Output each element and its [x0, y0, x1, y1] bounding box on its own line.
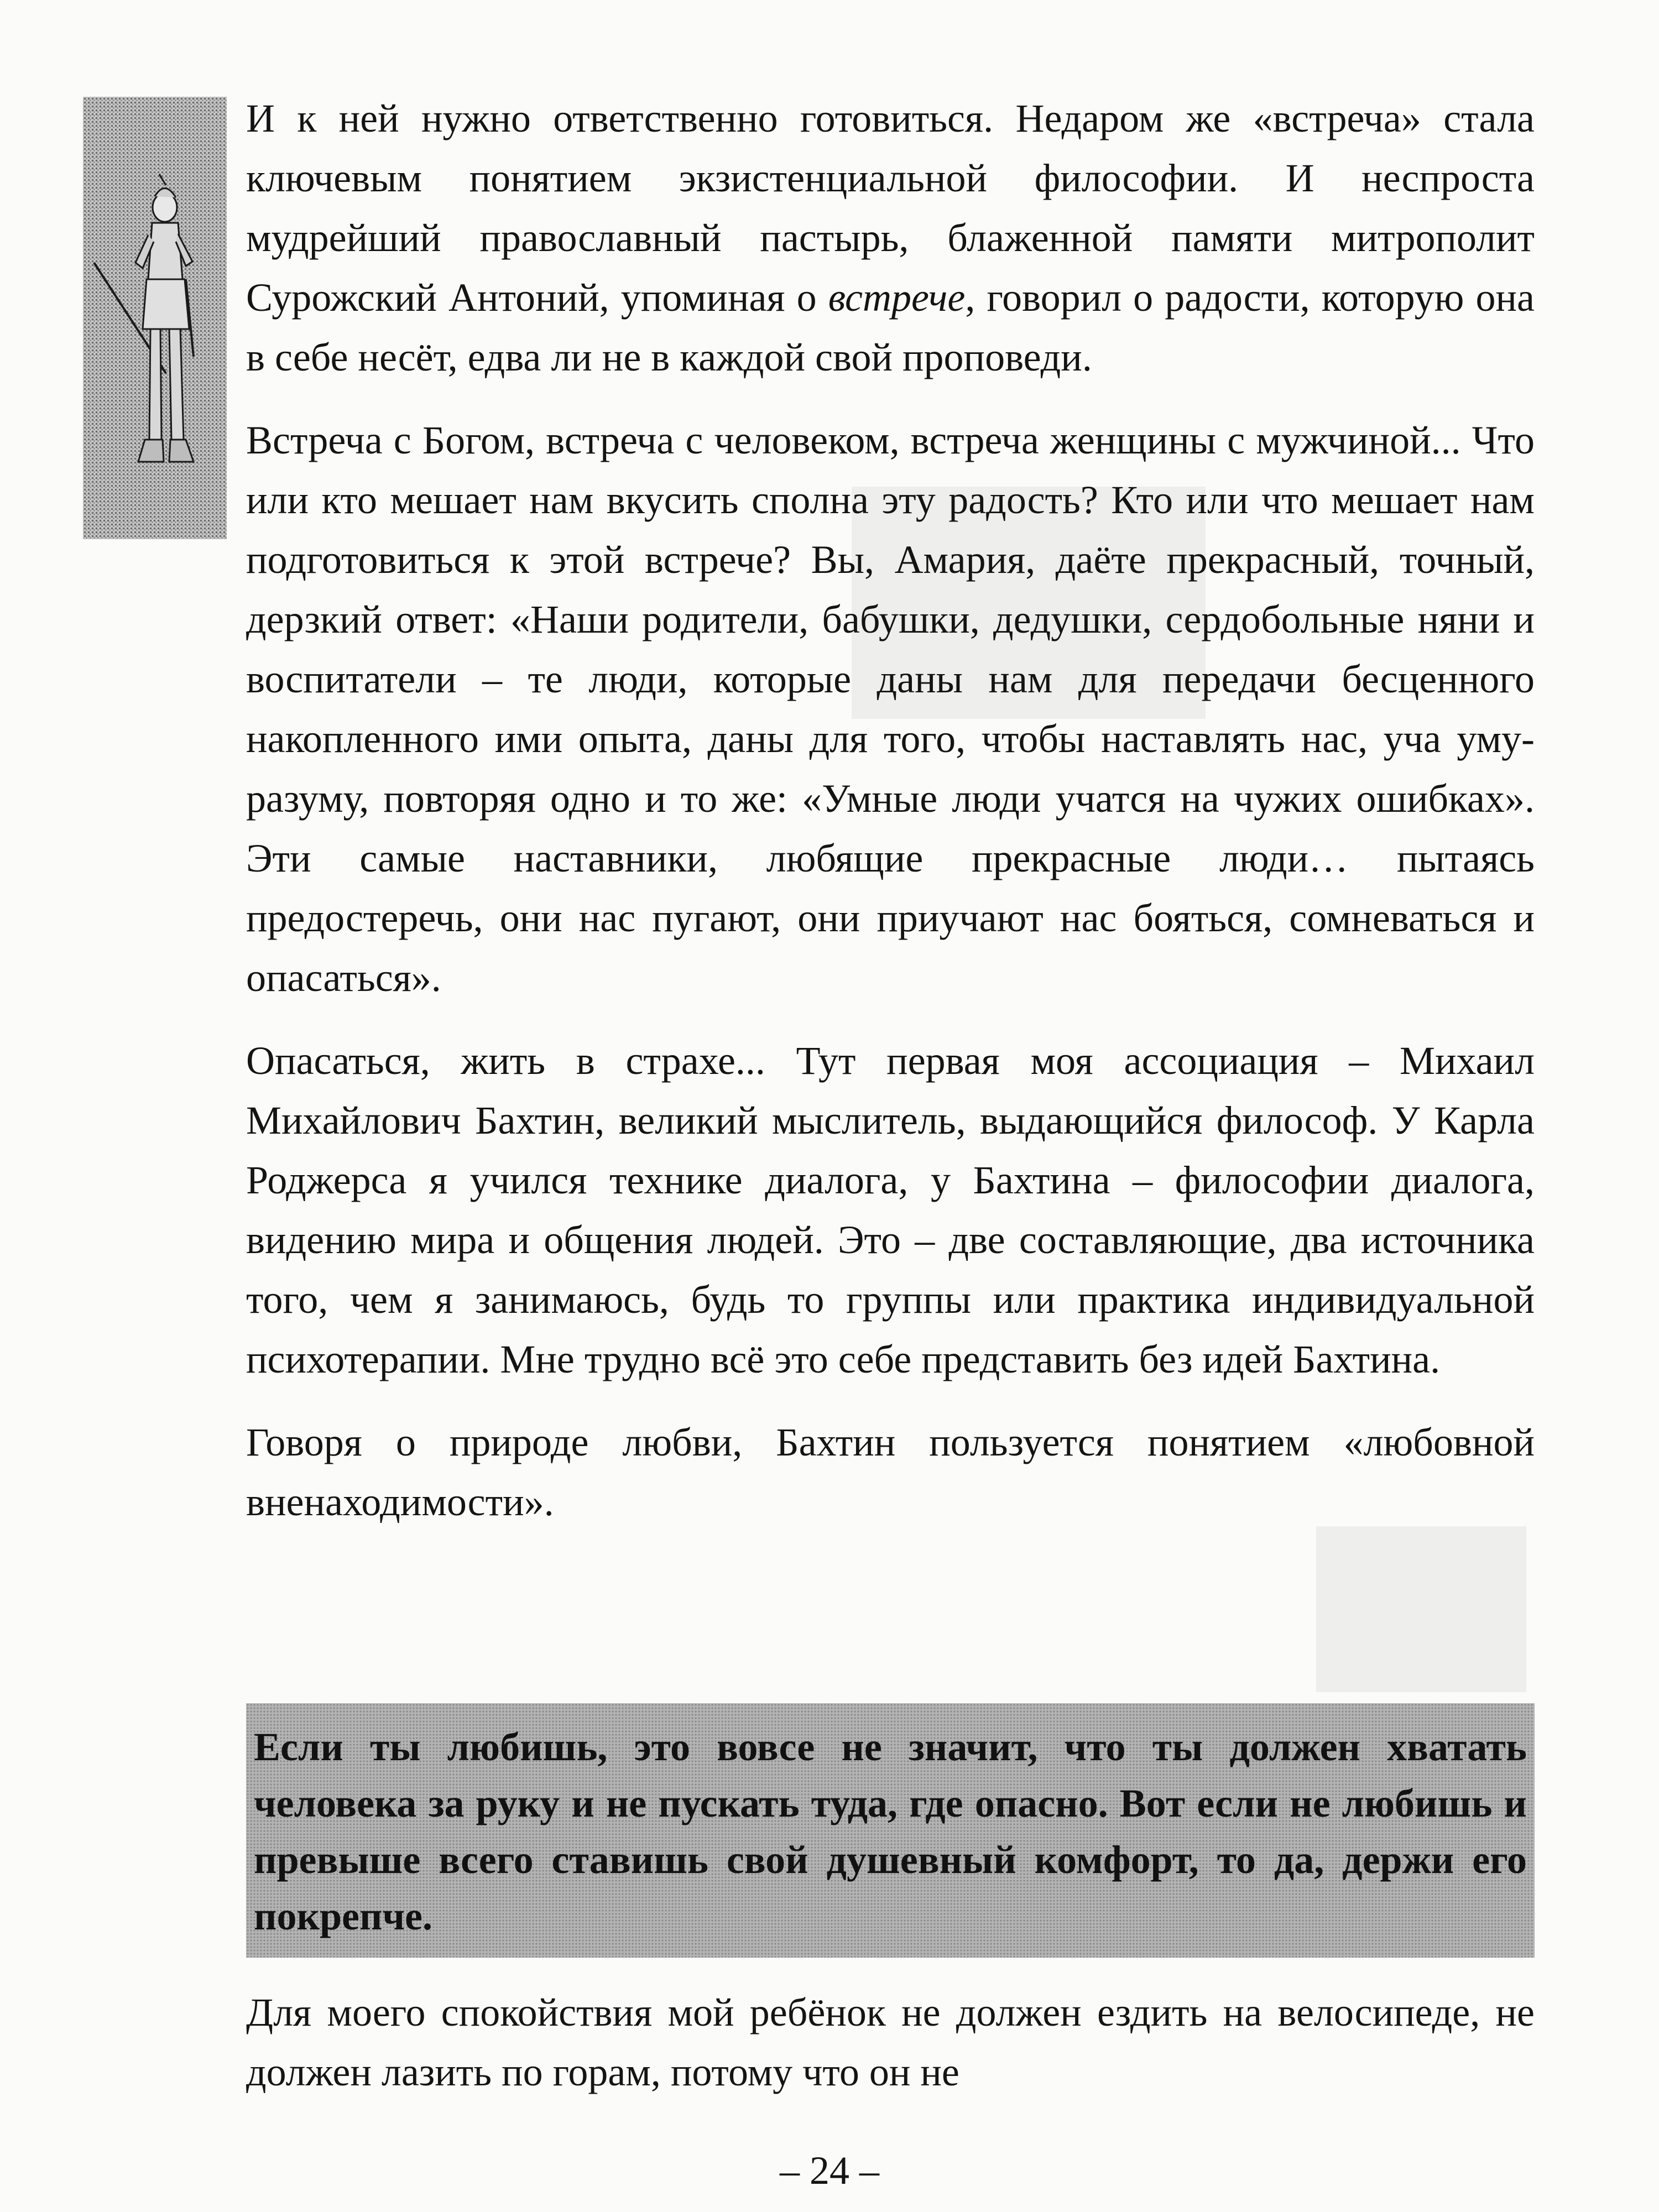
highlighted-quote: Если ты любишь, это вовсе не значит, что ты должен хватать человека за руку и не пускать туда, где опасно. Вот если не любишь и превыше всего ставишь свой душевный комфорт, то да, держи его покрепче. — [246, 1703, 1535, 1958]
paragraph-4: Говоря о природе любви, Бахтин пользуется понятием «любовной вненаходимости». — [246, 1420, 1535, 1524]
paragraph-5: Для моего спокойствия мой ребёнок не должен ездить на велосипеде, не должен лазить по горам, потому что он не — [246, 1990, 1535, 2094]
italic-word: встрече — [828, 275, 966, 320]
continuing-text — [246, 1983, 1535, 2102]
paragraph-3: Опасаться, жить в страхе... Тут первая моя ассоциация – Михаил Михайлович Бахтин, великий мыслитель, выдающийся философ. У Карла Роджерса я учился технике диалога, у Бахтина – философии диалога, видению мира и общения людей. Это – две составляющие, два источника того, чем я занимаюсь, будь то группы или практика индивидуальной психотерапии. Мне трудно всё это себе представить без идей Бахтина. — [246, 1039, 1535, 1381]
page-number: – 24 – — [780, 2148, 879, 2193]
knight-figure-illustration — [83, 97, 227, 539]
main-text — [246, 88, 1535, 1532]
paragraph-1-text: И к ней нужно ответственно готовиться. Недаром же «встреча» стала ключевым понятием экзистенциальной философии. И неспроста мудрейший православный пастырь, блаженной памяти митрополит Сурожский Антоний, упоминая о — [246, 96, 1535, 320]
paragraph-2: Встреча с Богом, встреча с человеком, встреча женщины с мужчиной... Что или кто мешает нам вкусить сполна эту радость? Кто или что мешает нам подготовиться к этой встрече? Вы, Амария, даёте прекрасный, точный, дерзкий ответ: «Наши родители, бабушки, дедушки, сердобольные няни и воспитатели – те люди, которые даны нам для передачи бесценного накопленного ими опыта, даны для того, чтобы наставлять нас, уча уму-разуму, повторяя одно и то же: «Умные люди учатся на чужих ошибках». Эти самые наставники, любящие прекрасные люди… пытаясь предостеречь, они нас пугают, они приучают нас бояться, сомневаться и опасаться». — [246, 418, 1535, 1000]
paragraph-1-text-end: , говорил о радости, которую она в себе несёт, едва ли не в каждой свой проповеди. — [246, 275, 1535, 379]
paragraph-1 — [246, 88, 1535, 387]
bleed-through-image — [1316, 1526, 1526, 1692]
